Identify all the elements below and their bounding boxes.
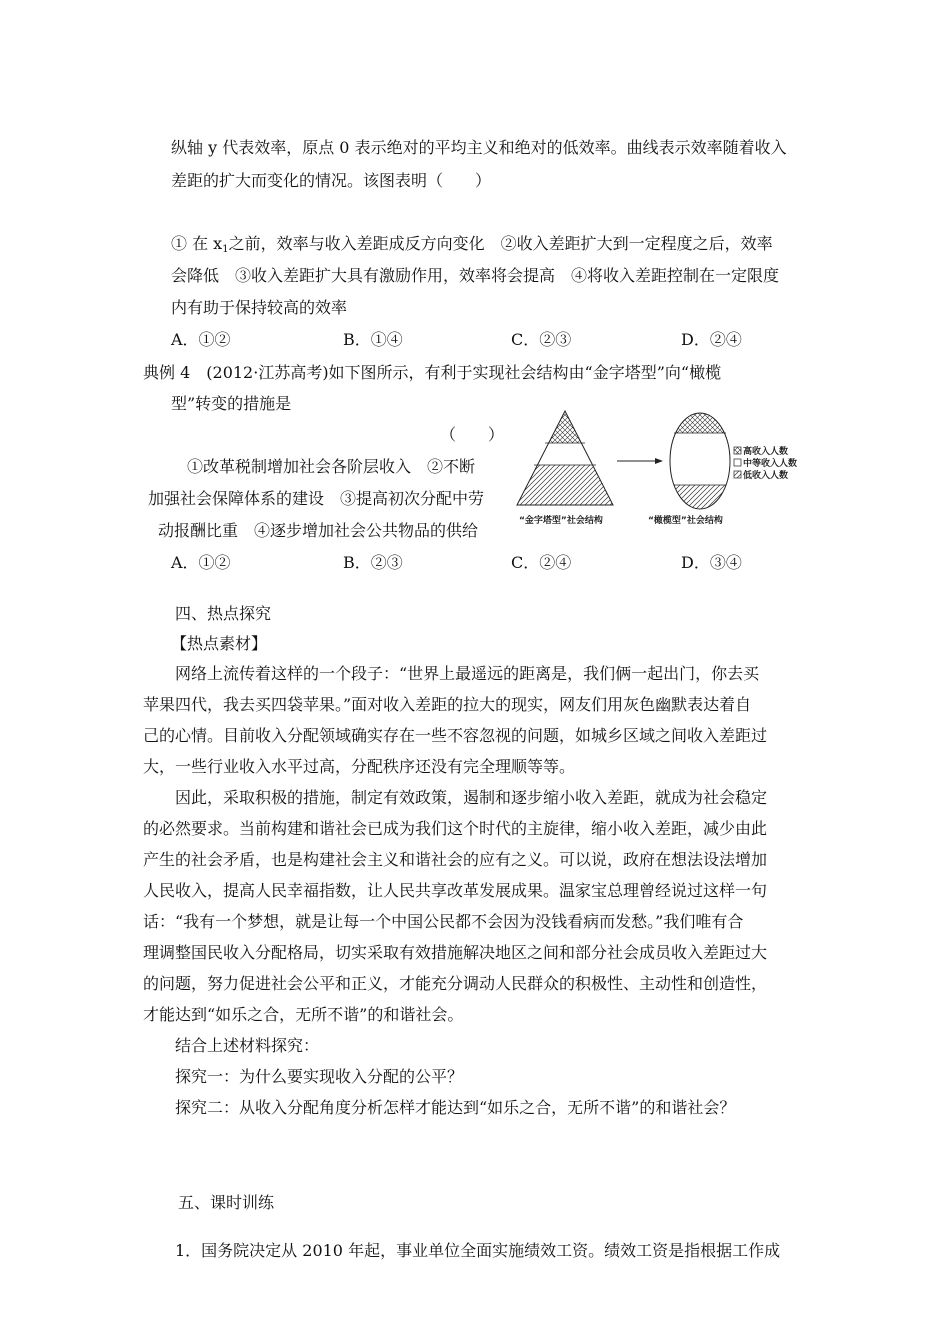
section5-q1-line1: 1．国务院决定从 2010 年起，事业单位全面实施绩效工资。绩效工资是指根据工作成 xyxy=(175,1241,781,1260)
para1-line2: 苹果四代，我去买四袋苹果。”面对收入差距的拉大的现实，网友们用灰色幽默表达着自 xyxy=(143,695,752,714)
material-title: 【热点素材】 xyxy=(171,634,268,653)
para2-line3: 产生的社会矛盾，也是构建社会主义和谐社会的应有之义。可以说，政府在想法设法增加 xyxy=(143,850,768,869)
arrow-right-icon xyxy=(617,458,663,464)
ex4-item-line2: 加强社会保障体系的建设 ③提高初次分配中劳 xyxy=(148,489,485,508)
q3-stem-line1: 纵轴 y 代表效率，原点 0 表示绝对的平均主义和绝对的低效率。曲线表示效率随着收入 xyxy=(171,138,787,157)
para2-line1: 因此，采取积极的措施，制定有效政策，遏制和逐步缩小收入差距，就成为社会稳定 xyxy=(175,788,768,807)
ex4-option-b: B．②③ xyxy=(343,553,403,572)
q3-item-line2: 会降低 ③收入差距扩大具有激励作用，效率将会提高 ④将收入差距控制在一定限度 xyxy=(171,266,780,285)
q3-option-c: C．②③ xyxy=(511,330,572,349)
ex4-option-c: C．②④ xyxy=(511,553,572,572)
para2-line7: 的问题，努力促进社会公平和正义，才能充分调动人民群众的积极性、主动性和创造性， xyxy=(143,974,768,993)
explore-prompt: 结合上述材料探究： xyxy=(175,1036,320,1055)
q3-item-sub: 1 xyxy=(222,244,229,255)
q3-option-b: B．①④ xyxy=(343,330,403,349)
ex4-item-line3: 动报酬比重 ④逐步增加社会公共物品的供给 xyxy=(158,521,479,540)
q3-item-post: 之前，效率与收入差距成反方向变化 ②收入差距扩大到一定程度之后，效率 xyxy=(228,234,773,253)
legend-high: 高收入人数 xyxy=(743,447,789,457)
q3-item-line1 xyxy=(171,234,773,260)
ex4-option-d: D．③④ xyxy=(681,553,742,572)
figure-legend xyxy=(734,445,797,481)
legend-middle: 中等收入人数 xyxy=(743,459,798,469)
ex4-option-a: A．①② xyxy=(171,553,231,572)
para2-line8: 才能达到“如乐之合，无所不谐”的和谐社会。 xyxy=(143,1005,464,1024)
q3-item-pre: ① 在 x xyxy=(171,234,223,253)
para1-line1: 网络上流传着这样的一个段子：“世界上最遥远的距离是，我们俩一起出门，你去买 xyxy=(175,664,760,683)
section4-heading: 四、热点探究 xyxy=(175,604,272,623)
para2-line5: 话：“我有一个梦想，就是让每一个中国公民都不会因为没钱看病而发愁。”我们唯有合 xyxy=(143,912,744,931)
section5-heading: 五、课时训练 xyxy=(178,1193,275,1212)
ex4-line1: 典例 4 (2012·江苏高考)如下图所示，有利于实现社会结构由“金字塔型”向“橄榄 xyxy=(143,363,722,382)
ex4-item-line1: ①改革税制增加社会各阶层收入 ②不断 xyxy=(187,457,476,476)
explore-q1: 探究一：为什么要实现收入分配的公平？ xyxy=(175,1067,464,1086)
q3-item-line3: 内有助于保持较高的效率 xyxy=(171,298,348,317)
q3-stem-line2: 差距的扩大而变化的情况。该图表明（ ） xyxy=(171,171,492,190)
legend-swatch-low xyxy=(734,471,741,478)
olive-caption: “橄榄型”社会结构 xyxy=(648,516,723,526)
legend-swatch-middle xyxy=(734,459,741,466)
social-structure-figure xyxy=(505,405,805,535)
q3-option-d: D．②④ xyxy=(681,330,742,349)
q3-option-a: A．①② xyxy=(171,330,231,349)
para2-line4: 人民收入，提高人民幸福指数，让人民共享改革发展成果。温家宝总理曾经说过这样一句 xyxy=(143,881,768,900)
legend-low: 低收入人数 xyxy=(743,471,789,481)
legend-swatch-high xyxy=(734,447,741,454)
para2-line6: 理调整国民收入分配格局，切实采取有效措施解决地区之间和部分社会成员收入差距过大 xyxy=(143,943,768,962)
ex4-line2: 型”转变的措施是 xyxy=(171,394,292,413)
olive-shape xyxy=(665,405,735,515)
para2-line2: 的必然要求。当前构建和谐社会已成为我们这个时代的主旋律，缩小收入差距，减少由此 xyxy=(143,819,768,838)
para1-line3: 己的心情。目前收入分配领域确实存在一些不容忽视的问题，如城乡区域之间收入差距过 xyxy=(143,726,768,745)
explore-q2: 探究二：从收入分配角度分析怎样才能达到“如乐之合，无所不谐”的和谐社会？ xyxy=(175,1098,736,1117)
pyramid-caption: “金字塔型”社会结构 xyxy=(519,516,603,526)
para1-line4: 大，一些行业收入水平过高，分配秩序还没有完全理顺等等。 xyxy=(143,757,576,776)
ex4-paren: （ ） xyxy=(440,425,505,444)
